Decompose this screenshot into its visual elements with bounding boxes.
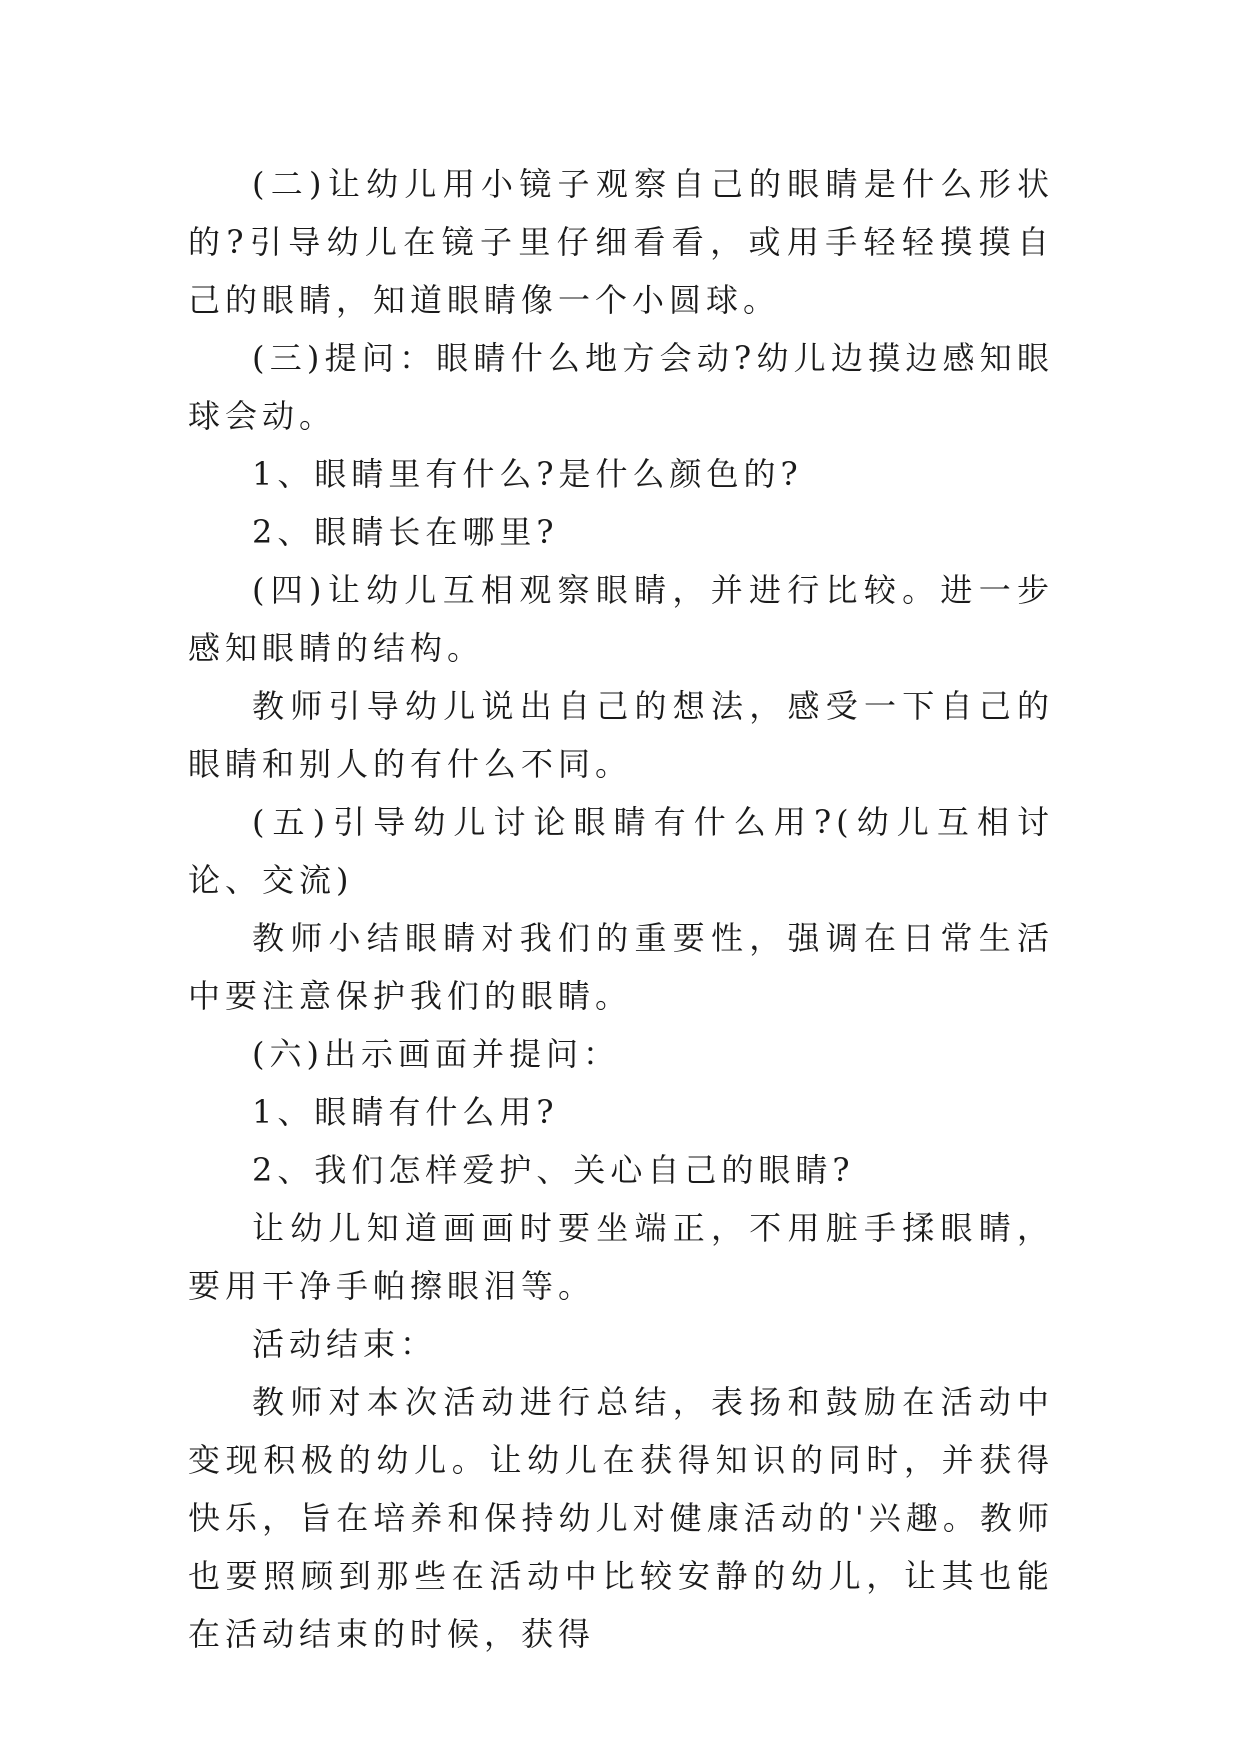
paragraph-teacher-summary: 教师小结眼睛对我们的重要性，强调在日常生活中要注意保护我们的眼睛。 (188, 919, 1054, 1015)
paragraph-question-protect: 2、我们怎样爱护、关心自己的眼睛? (252, 1151, 855, 1189)
paragraph-activity-conclusion: 教师对本次活动进行总结，表扬和鼓励在活动中变现积极的幼儿。让幼儿在获得知识的同时，并获得快乐，旨在培养和保持幼儿对健康活动的'兴趣。教师也要照顾到那些在活动中比较安静的幼儿，让其也能在活动结束的时候，获得 (188, 1383, 1054, 1653)
paragraph-observe-eyes: (二)让幼儿用小镜子观察自己的眼睛是什么形状的?引导幼儿在镜子里仔细看看，或用手轻轻摸摸自己的眼睛，知道眼睛像一个小圆球。 (188, 165, 1054, 319)
paragraph-compare-eyes: (四)让幼儿互相观察眼睛，并进行比较。进一步感知眼睛的结构。 (188, 571, 1054, 667)
paragraph-question-where: 2、眼睛长在哪里? (252, 513, 559, 551)
paragraph-activity-end-heading: 活动结束： (252, 1325, 438, 1363)
paragraph-discuss-use: (五)引导幼儿讨论眼睛有什么用?(幼儿互相讨论、交流) (188, 803, 1054, 899)
paragraph-teacher-guide: 教师引导幼儿说出自己的想法，感受一下自己的眼睛和别人的有什么不同。 (188, 687, 1054, 783)
paragraph-habits: 让幼儿知道画画时要坐端正，不用脏手揉眼睛，要用干净手帕擦眼泪等。 (188, 1209, 1054, 1305)
paragraph-question-color: 1、眼睛里有什么?是什么颜色的? (252, 455, 803, 493)
paragraph-question-use: 1、眼睛有什么用? (252, 1093, 559, 1131)
paragraph-question-move: (三)提问：眼睛什么地方会动?幼儿边摸边感知眼球会动。 (188, 339, 1054, 435)
document-body (188, 155, 1054, 1663)
paragraph-show-picture: (六)出示画面并提问： (252, 1035, 620, 1073)
